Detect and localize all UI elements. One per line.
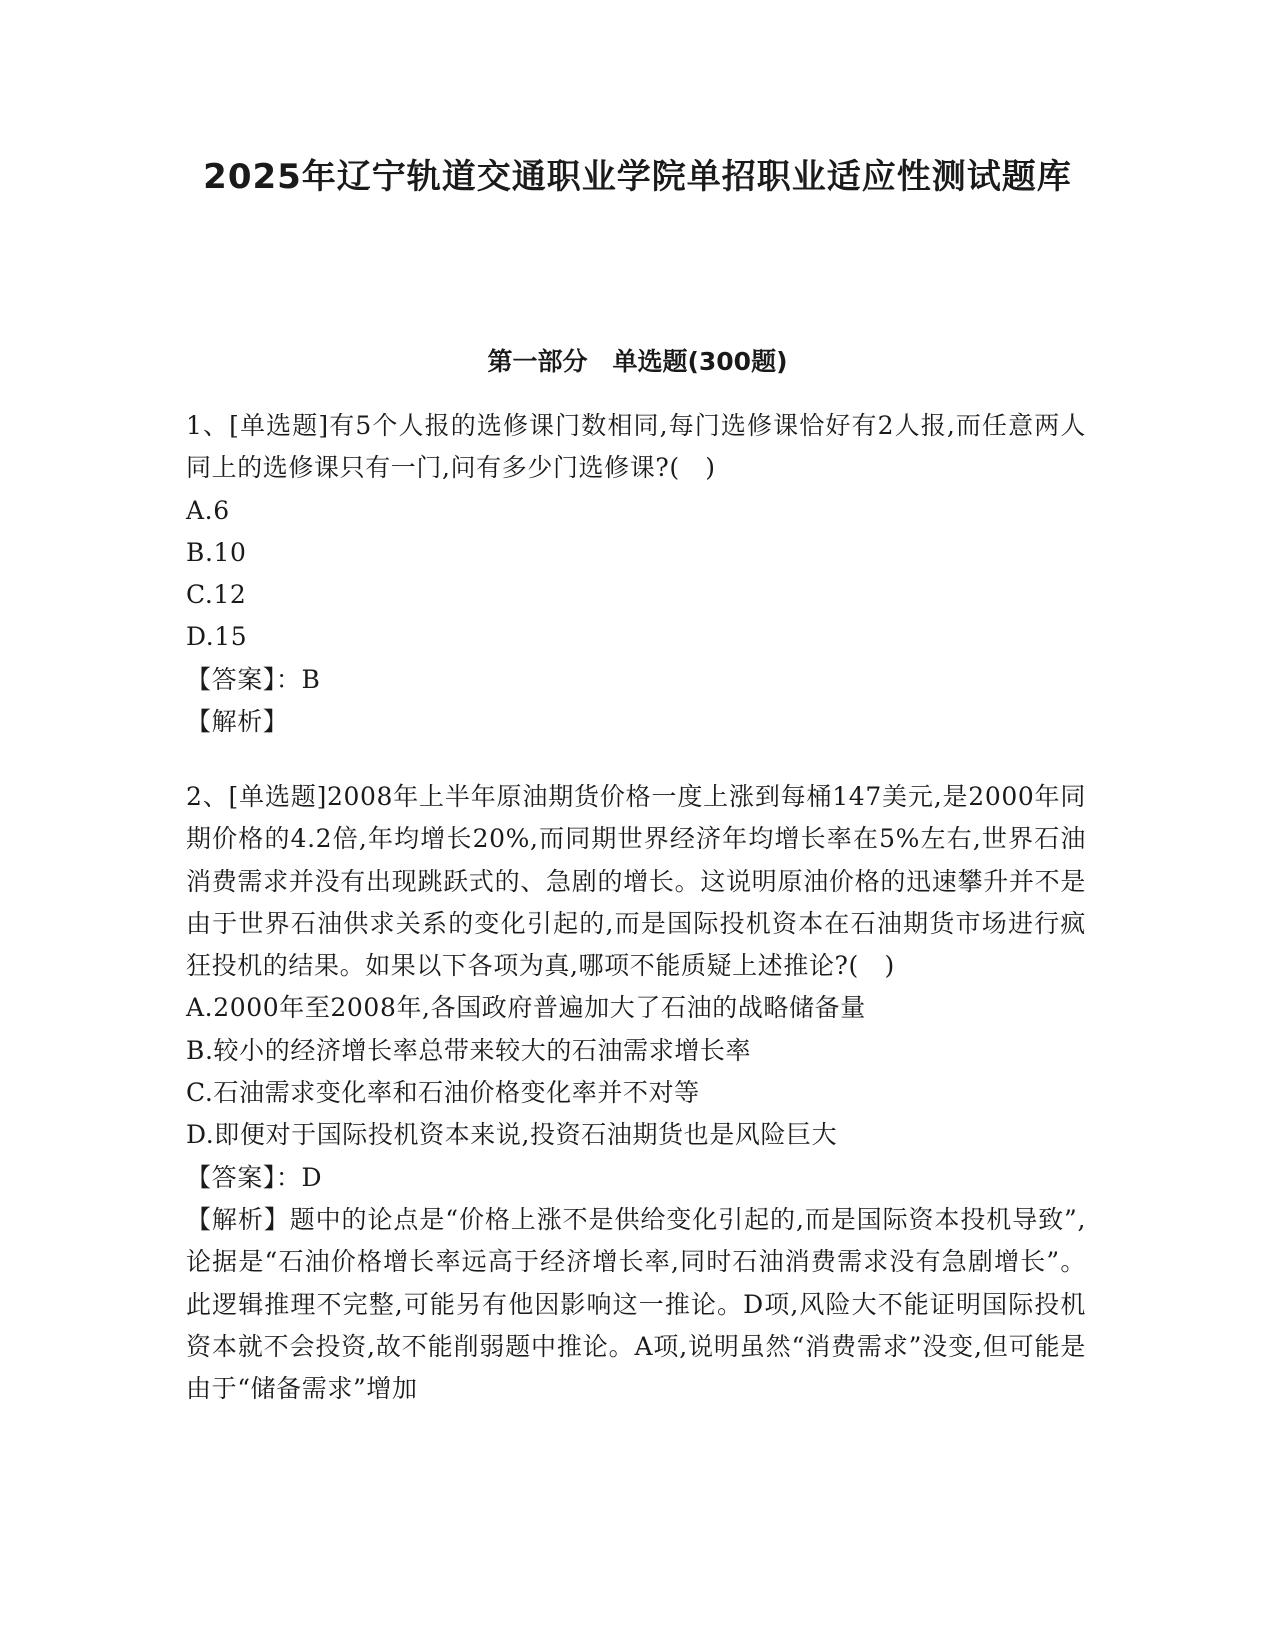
question-stem: 2、[单选题]2008年上半年原油期货价格一度上涨到每桶147美元,是2000年同期价格的4.2倍,年均增长20%,而同期世界经济年均增长率在5%左右,世界石油消费需求并没有出现跳跃式的、急剧的增长。这说明原油价格的迅速攀升并不是由于世界石油供求关系的变化引起的,而是国际投机资本在石油期货市场进行疯狂投机的结果。如果以下各项为真,哪项不能质疑上述推论?( ): [186, 782, 1086, 981]
option-c: C.12: [186, 580, 247, 610]
section-heading: 第一部分 单选题(300题): [487, 347, 788, 376]
document-title: 2025年辽宁轨道交通职业学院单招职业适应性测试题库: [203, 157, 1072, 197]
option-a: A.6: [186, 495, 230, 525]
answer-line: 【答案】：B: [186, 664, 321, 694]
question-stem: 1、[单选题]有5个人报的选修课门数相同,每门选修课恰好有2人报,而任意两人同上的选修课只有一门,问有多少门选修课?( ): [186, 411, 1086, 483]
option-d: D.15: [186, 622, 248, 652]
option-d: D.即便对于国际投机资本来说,投资石油期货也是风险巨大: [186, 1120, 838, 1150]
analysis-paragraph: 【解析】题中的论点是“价格上涨不是供给变化引起的,而是国际资本投机导致”,论据是“石油价格增长率远高于经济增长率,同时石油消费需求没有急剧增长”。此逻辑推理不完整,可能另有他因影响这一推论。D项,风险大不能证明国际投机资本就不会投资,故不能削弱题中推论。A项,说明虽然“消费需求”没变,但可能是由于“储备需求”增加: [186, 1204, 1086, 1404]
question-2: [186, 776, 1086, 1410]
question-1: [186, 405, 1086, 743]
option-b: B.较小的经济增长率总带来较大的石油需求增长率: [186, 1035, 752, 1065]
analysis-line: 【解析】: [186, 707, 289, 737]
option-a: A.2000年至2008年,各国政府普遍加大了石油的战略储备量: [186, 993, 866, 1023]
option-b: B.10: [186, 537, 247, 567]
answer-line: 【答案】：D: [186, 1162, 323, 1192]
option-c: C.石油需求变化率和石油价格变化率并不对等: [186, 1078, 700, 1108]
